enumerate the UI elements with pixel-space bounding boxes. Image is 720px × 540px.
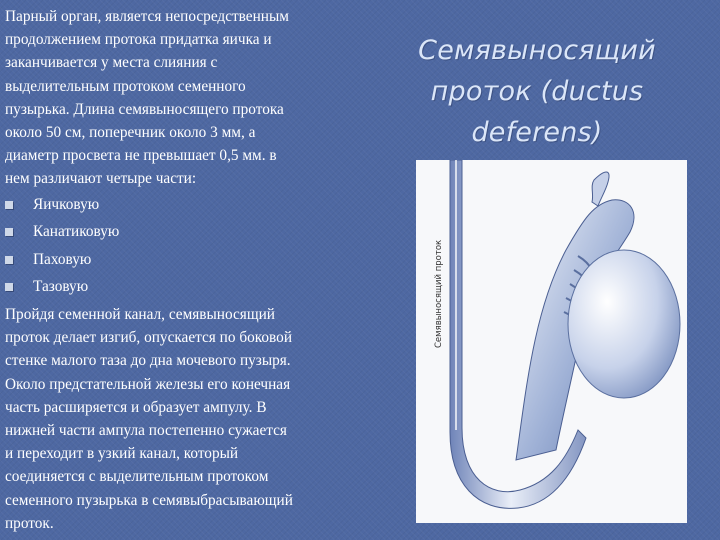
part-label: Яичковую [33,195,100,213]
course-line: Около предстательной железы его конечная [5,375,291,393]
intro-line: заканчивается у места слияния с [5,54,218,72]
course-line: семенного пузырька в семявыбрасывающий [5,491,293,509]
course-line: и переходит в узкий канал, который [5,445,239,463]
list-item [5,246,400,274]
testis-epididymis-drawing [416,160,687,523]
course-line: Пройдя семенной канал, семявыносящий [5,306,275,323]
parts-list [5,191,400,301]
course-line: проток. [5,514,54,532]
appendix-shape [592,172,609,206]
intro-line: выделительным протоком семенного [5,77,246,95]
part-label: Канатиковую [33,223,120,241]
intro-line: нем различают четыре части: [5,170,197,188]
slide-title-line-3: deferens) [471,117,603,148]
list-item [5,218,400,246]
square-bullet-icon [5,283,13,291]
slide-title [412,30,662,153]
course-paragraph [5,303,400,535]
testis-shape [568,250,680,398]
intro-paragraph [5,5,400,191]
intro-line: пузырька. Длина семявыносящего протока [5,100,284,118]
list-item [5,191,400,219]
duct-label: Семявыносящий проток [434,240,444,349]
course-line: проток делает изгиб, опускается по боковой [5,329,293,347]
body-text [5,5,400,535]
intro-line: Парный орган, является непосредственным [5,8,289,25]
slide-title-line-2: проток (ductus [430,76,644,107]
square-bullet-icon [5,201,13,209]
square-bullet-icon [5,228,13,236]
course-line: часть расширяется и образует ампулу. В [5,398,267,416]
square-bullet-icon [5,256,13,264]
course-line: стенке малого таза до дна мочевого пузыря. [5,352,291,370]
slide-title-line-1: Семявыносящий [418,35,656,66]
course-line: соединяется с выделительным протоком [5,468,269,486]
part-label: Тазовую [33,278,89,296]
intro-line: продолжением протока придатка яичка и [5,31,272,49]
part-label: Паховую [33,250,92,268]
anatomy-illustration [416,160,687,523]
course-line: нижней части ампула постепенно сужается [5,422,287,440]
list-item [5,273,400,301]
intro-line: диаметр просвета не превышает 0,5 мм. в [5,147,277,165]
intro-line: около 50 см, поперечник около 3 мм, а [5,124,256,142]
